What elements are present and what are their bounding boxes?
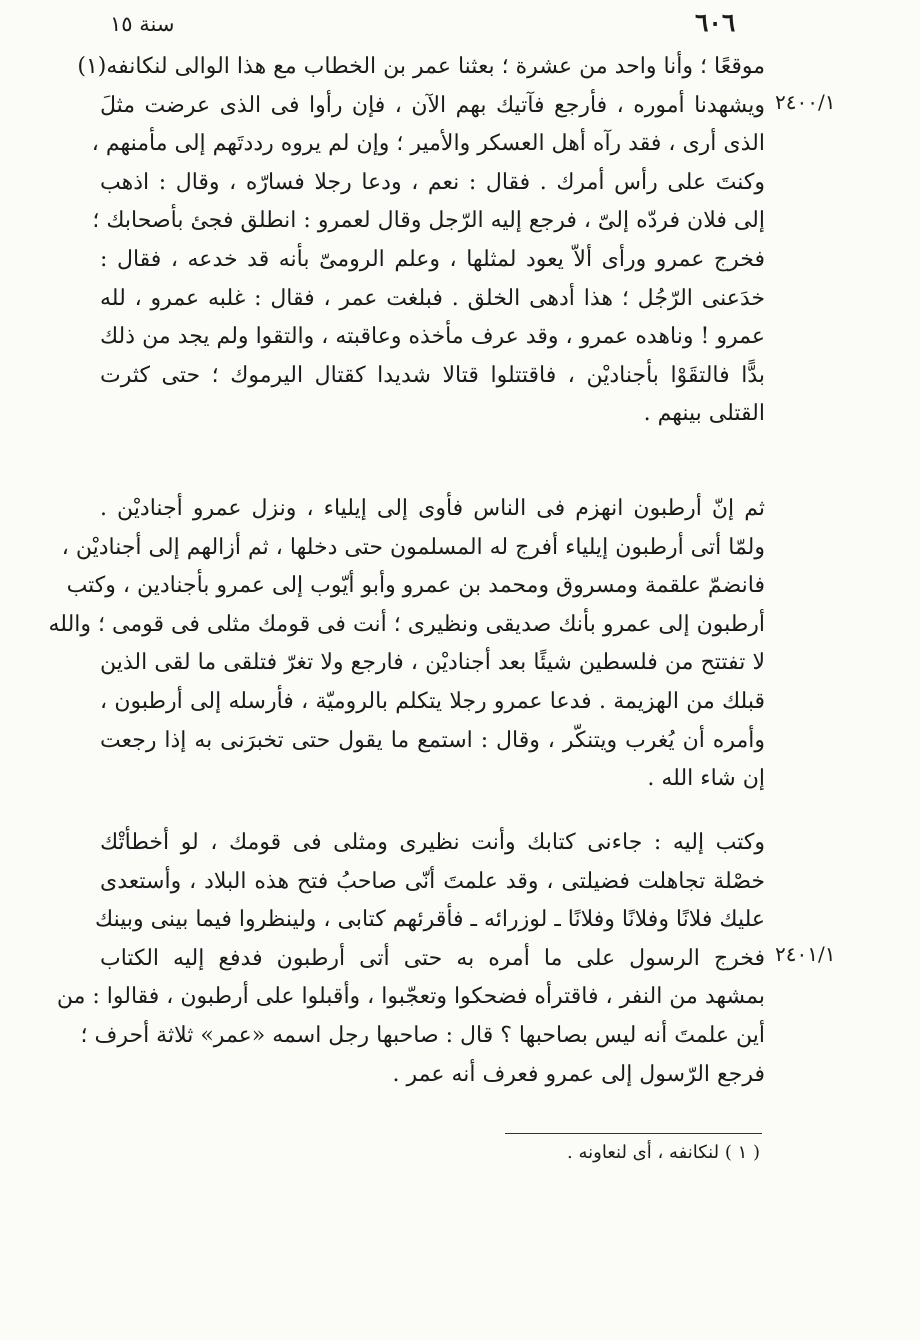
text-line: عليك فلانًا وفلانًا وفلانًا ـ لوزرائه ـ فأقرئهم كتابى ، ولينظروا فيما بينى وبينك <box>95 907 765 933</box>
text-line: إلى فلان فردّه إلىّ ، فرجع إليه الرّجل وقال لعمرو : انطلق فجئ بأصحابك ؛ <box>92 208 765 234</box>
footnote-divider <box>505 1133 762 1134</box>
year-header: سنة ١٥ <box>110 12 175 36</box>
text-line: ثم إنّ أرطبون انهزم فى الناس فأوى إلى إيلياء ، ونزل عمرو أجناديْن . <box>100 496 765 521</box>
text-line: إن شاء الله . <box>647 766 765 792</box>
margin-reference: ٢٤٠٠/١ <box>775 90 836 114</box>
text-line: لا تفتتح من فلسطين شيئًا بعد أجناديْن ، فارجع ولا تغرّ فتلقى ما لقى الذين <box>100 650 765 676</box>
text-line: ولمّا أتى أرطبون إيلياء أفرج له المسلمون حتى دخلها ، ثم أزالهم إلى أجناديْن ، <box>61 534 765 560</box>
text-line: أرطبون إلى عمرو بأنك صديقى ونظيرى ؛ أنت فى قومك مثلى فى قومى ؛ والله <box>48 611 765 637</box>
text-line: وكتب إليه : جاءنى كتابك وأنت نظيرى ومثلى فى قومك ، لو أخطأتْك <box>100 830 765 855</box>
text-line: خدَعنى الرّجُل ؛ هذا أدهى الخلق . فبلغت عمر ، فقال : غلبه عمرو ، لله <box>100 285 765 311</box>
text-line: بمشهد من النفر ، فاقترأه فضحكوا وتعجّبوا ، وأقبلوا على أرطبون ، فقالوا : من <box>56 984 765 1010</box>
text-line: خصْلة تجاهلت فضيلتى ، وقد علمتَ أنّى صاحبُ فتح هذه البلاد ، وأستعدى <box>100 868 765 894</box>
footnote: ( ١ ) لنكانفه ، أى لنعاونه . <box>567 1142 760 1163</box>
text-line: القتلى بينهم . <box>643 401 765 427</box>
text-line: فخرج الرسول على ما أمره به حتى أتى أرطبون فدفع إليه الكتاب <box>100 945 765 971</box>
text-line: أين علمتَ أنه ليس بصاحبها ؟ قال : صاحبها رجل اسمه «عمر» ثلاثة أحرف ؛ <box>80 1022 765 1048</box>
text-line: ويشهدنا أموره ، فأرجع فآتيك بهم الآن ، فإن رأوا فى الذى عرضت مثلَ <box>100 92 765 118</box>
text-line: فخرج عمرو ورأى ألاّ يعود لمثلها ، وعلم الرومىّ بأنه قد خدعه ، فقال : <box>100 246 765 272</box>
text-line: وأمره أن يُغرب ويتنكّر ، وقال : استمع ما يقول حتى تخبرَنى به إذا رجعت <box>100 727 765 753</box>
text-line: بدًّا فالتقَوْا بأجناديْن ، فاقتتلوا قتالا شديدا كقتال اليرموك ؛ حتى كثرت <box>100 362 765 388</box>
text-line: فانضمّ علقمة ومسروق ومحمد بن عمرو وأبو أيّوب إلى عمرو بأجنادين ، وكتب <box>66 573 765 599</box>
paragraph <box>77 48 765 434</box>
page-number: ٦٠٦ <box>695 8 736 37</box>
paragraph <box>56 824 765 1094</box>
text-line: وكنتَ على رأس أمرك . فقال : نعم ، ودعا رجلا فسارّه ، وقال : اذهب <box>100 169 765 195</box>
text-line: فرجع الرّسول إلى عمرو فعرف أنه عمر . <box>392 1061 765 1087</box>
text-line: الذى أرى ، فقد رآه أهل العسكر والأمير ؛ وإن لم يروه رددتَهم إلى مأمنهم ، <box>91 131 765 157</box>
margin-reference: ٢٤٠١/١ <box>775 942 836 966</box>
text-line: موقعًا ؛ وأنا واحد من عشرة ؛ بعثنا عمر بن الخطاب مع هذا الوالى لنكانفه(١) <box>77 54 765 79</box>
text-line: عمرو ! وناهده عمرو ، وقد عرف مأخذه وعاقبته ، والتقوا ولم يجد من ذلك <box>100 324 765 350</box>
text-line: قبلك من الهزيمة . فدعا عمرو رجلا يتكلم بالروميّة ، فأرسله إلى أرطبون ، <box>100 688 765 714</box>
paragraph <box>48 490 765 799</box>
